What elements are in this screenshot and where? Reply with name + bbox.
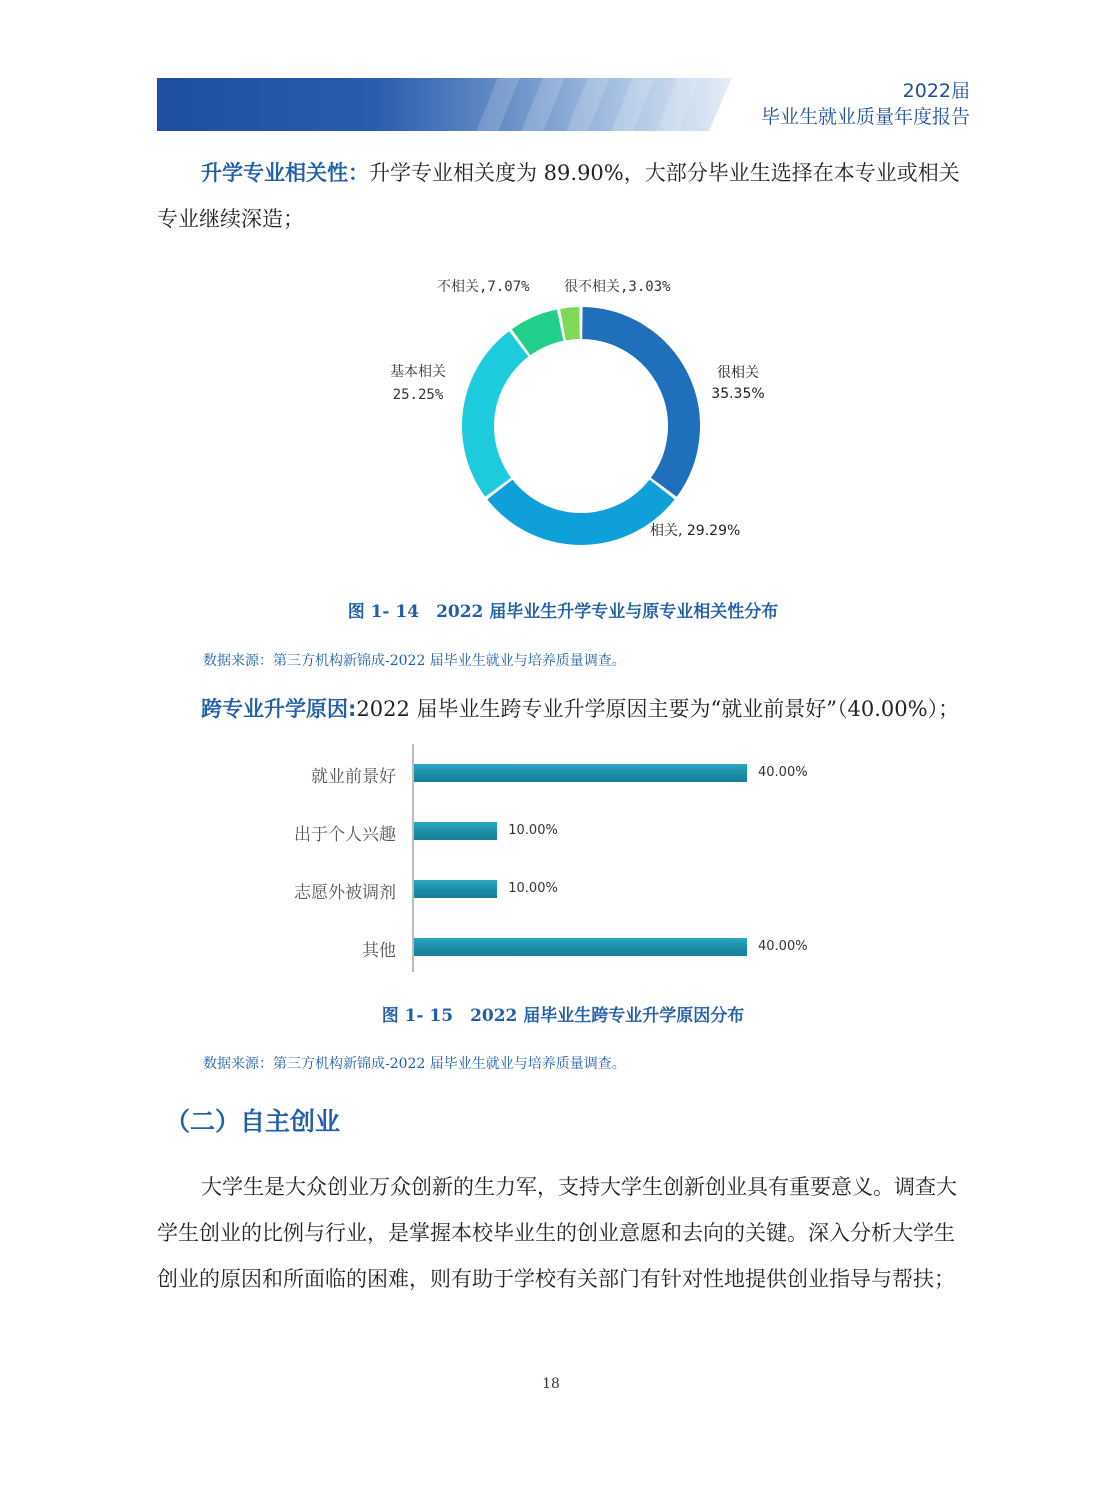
report-header-title — [761, 78, 970, 130]
bar-1 — [414, 822, 497, 840]
paragraph-relevance — [157, 150, 969, 242]
label-very-not-related: 很不相关,3.03% — [564, 279, 671, 295]
bar-0 — [414, 764, 747, 782]
paragraph-cross-major — [157, 686, 969, 732]
donut-slice-very-related — [582, 323, 684, 487]
donut-chart — [400, 262, 780, 562]
bar-category-0: 就业前景好 — [311, 767, 396, 787]
keyword-cross-major: 跨专业升学原因: — [201, 697, 357, 721]
label-very-related-value: 35.35% — [711, 386, 765, 402]
header-report-title: 毕业生就业质量年度报告 — [760, 106, 970, 128]
donut-slice-not-related — [521, 325, 560, 342]
bar-value-3: 40.00% — [758, 939, 808, 954]
header-banner — [157, 78, 732, 131]
bar-3 — [414, 938, 747, 956]
figure-caption-1-15: 图 1- 15 2022 届毕业生跨专业升学原因分布 — [381, 1006, 745, 1026]
keyword-relevance: 升学专业相关性： — [201, 161, 369, 185]
bar-value-2: 10.00% — [508, 881, 558, 896]
donut-slice-basically-related — [478, 344, 519, 487]
label-basic-value: 25.25% — [392, 387, 444, 403]
section-heading: （二）自主创业 — [165, 1107, 341, 1136]
bar-category-2: 志愿外被调剂 — [294, 883, 396, 903]
figure-caption-1-14: 图 1- 14 2022 届毕业生升学专业与原专业相关性分布 — [347, 602, 779, 622]
bar-value-1: 10.00% — [508, 823, 558, 838]
data-source-1: 数据来源：第三方机构新锦成-2022 届毕业生就业与培养质量调查。 — [203, 653, 626, 669]
label-not-related: 不相关,7.07% — [437, 279, 530, 295]
relevance-text: 升学专业相关度为 89.90%，大部分毕业生选择在本专业或相关专业继续深造； — [157, 161, 960, 231]
bar-category-1: 出于个人兴趣 — [294, 825, 396, 845]
section-paragraph: 大学生是大众创业万众创新的生力军，支持大学生创新创业具有重要意义。调查大学生创业的比例与行业，是掌握本校毕业生的创业意愿和去向的关键。深入分析大学生创业的原因和所面临的困难，则有助于学校有关部门有针对性地提供创业指导与帮扶； — [157, 1175, 957, 1291]
cross-major-text: 2022 届毕业生跨专业升学原因主要为“就业前景好”（40.00%）； — [356, 697, 960, 721]
donut-slice-related — [500, 490, 662, 529]
donut-slice-very-not-related — [563, 323, 580, 325]
header-year: 2022届 — [902, 80, 970, 102]
page-number: 18 — [542, 1376, 560, 1392]
label-very-related-name: 很相关 — [717, 365, 759, 381]
label-related: 相关, 29.29% — [650, 523, 741, 539]
label-basic-name: 基本相关 — [390, 364, 446, 380]
bar-2 — [414, 880, 497, 898]
bar-value-0: 40.00% — [758, 765, 808, 780]
data-source-2: 数据来源：第三方机构新锦成-2022 届毕业生就业与培养质量调查。 — [203, 1056, 626, 1072]
bar-category-3: 其他 — [362, 941, 396, 961]
